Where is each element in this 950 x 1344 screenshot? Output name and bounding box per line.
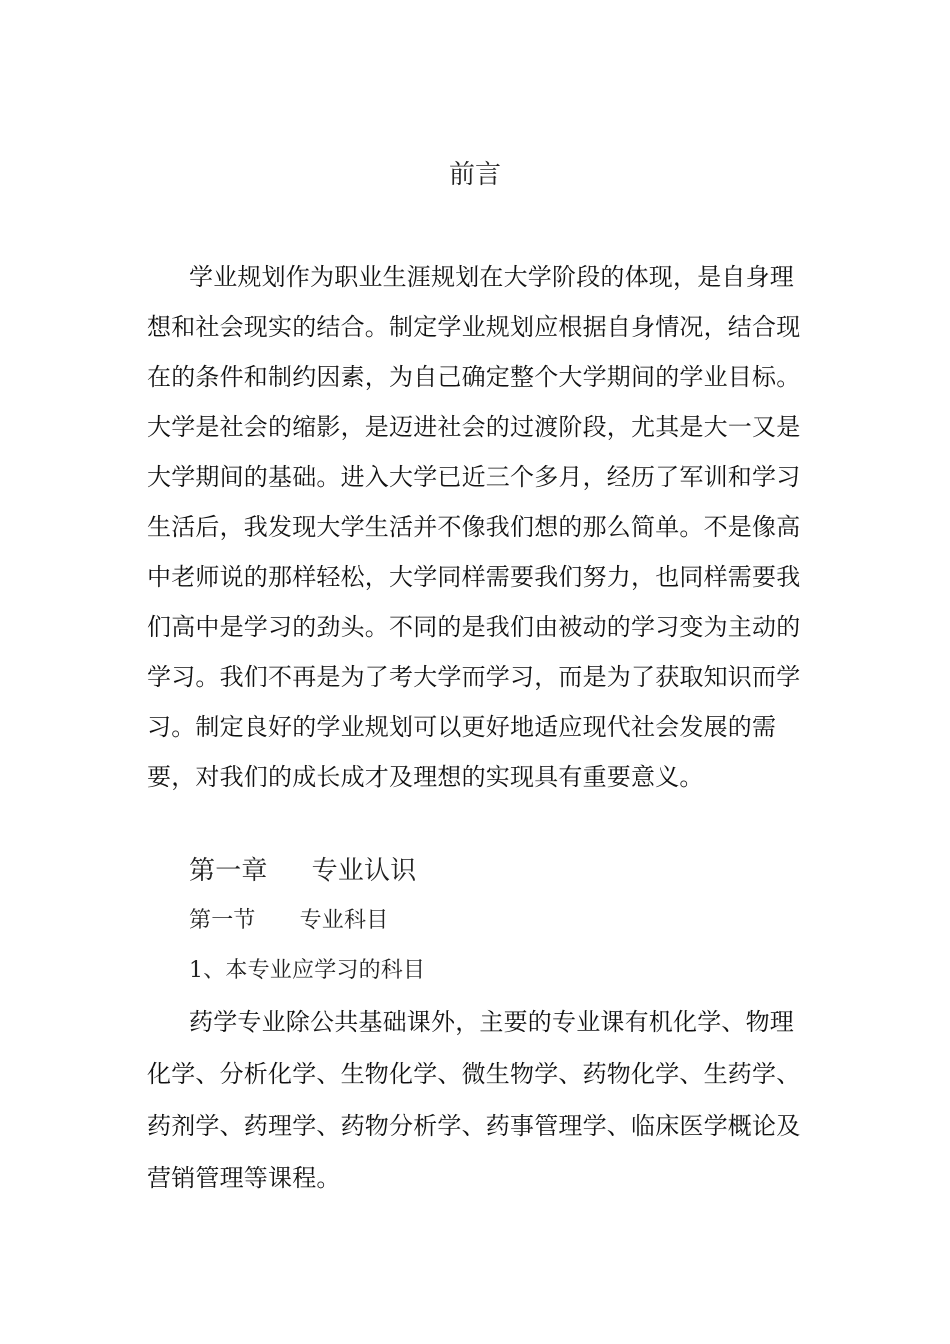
chapter-name: 专业认识 [311,856,417,886]
courses-paragraph: 药学专业除公共基础课外，主要的专业课有机化学、物理化学、分析化学、生物化学、微生物学、药物化学、生药学、药剂学、药理学、药物分析学、药事管理学、临床医学概论及营销管理等课程。 [147,1008,801,1192]
chapter-number: 第一章 [189,856,268,886]
intro-paragraph: 学业规划作为职业生涯规划在大学阶段的体现，是自身理想和社会现实的结合。制定学业规划应根据自身情况，结合现在的条件和制约因素，为自己确定整个大学期间的学业目标。大学是社会的缩影，是迈进社会的过渡阶段，尤其是大一又是大学期间的基础。进入大学已近三个多月，经历了军训和学习生活后，我发现大学生活并不像我们想的那么简单。不是像高中老师说的那样轻松，大学同样需要我们努力，也同样需要我们高中是学习的劲头。不同的是我们由被动的学习变为主动的学习。我们不再是为了考大学而学习，而是为了获取知识而学习。制定良好的学业规划可以更好地适应现代社会发展的需要，对我们的成长成才及理想的实现具有重要意义。 [147,263,801,791]
page-title: 前言 [448,160,501,190]
chapter-heading [189,846,809,896]
section-number: 第一节 [189,908,256,933]
section-name: 专业科目 [299,908,389,933]
section-heading [189,896,809,946]
subheading: 1、本专业应学习的科目 [189,958,426,983]
